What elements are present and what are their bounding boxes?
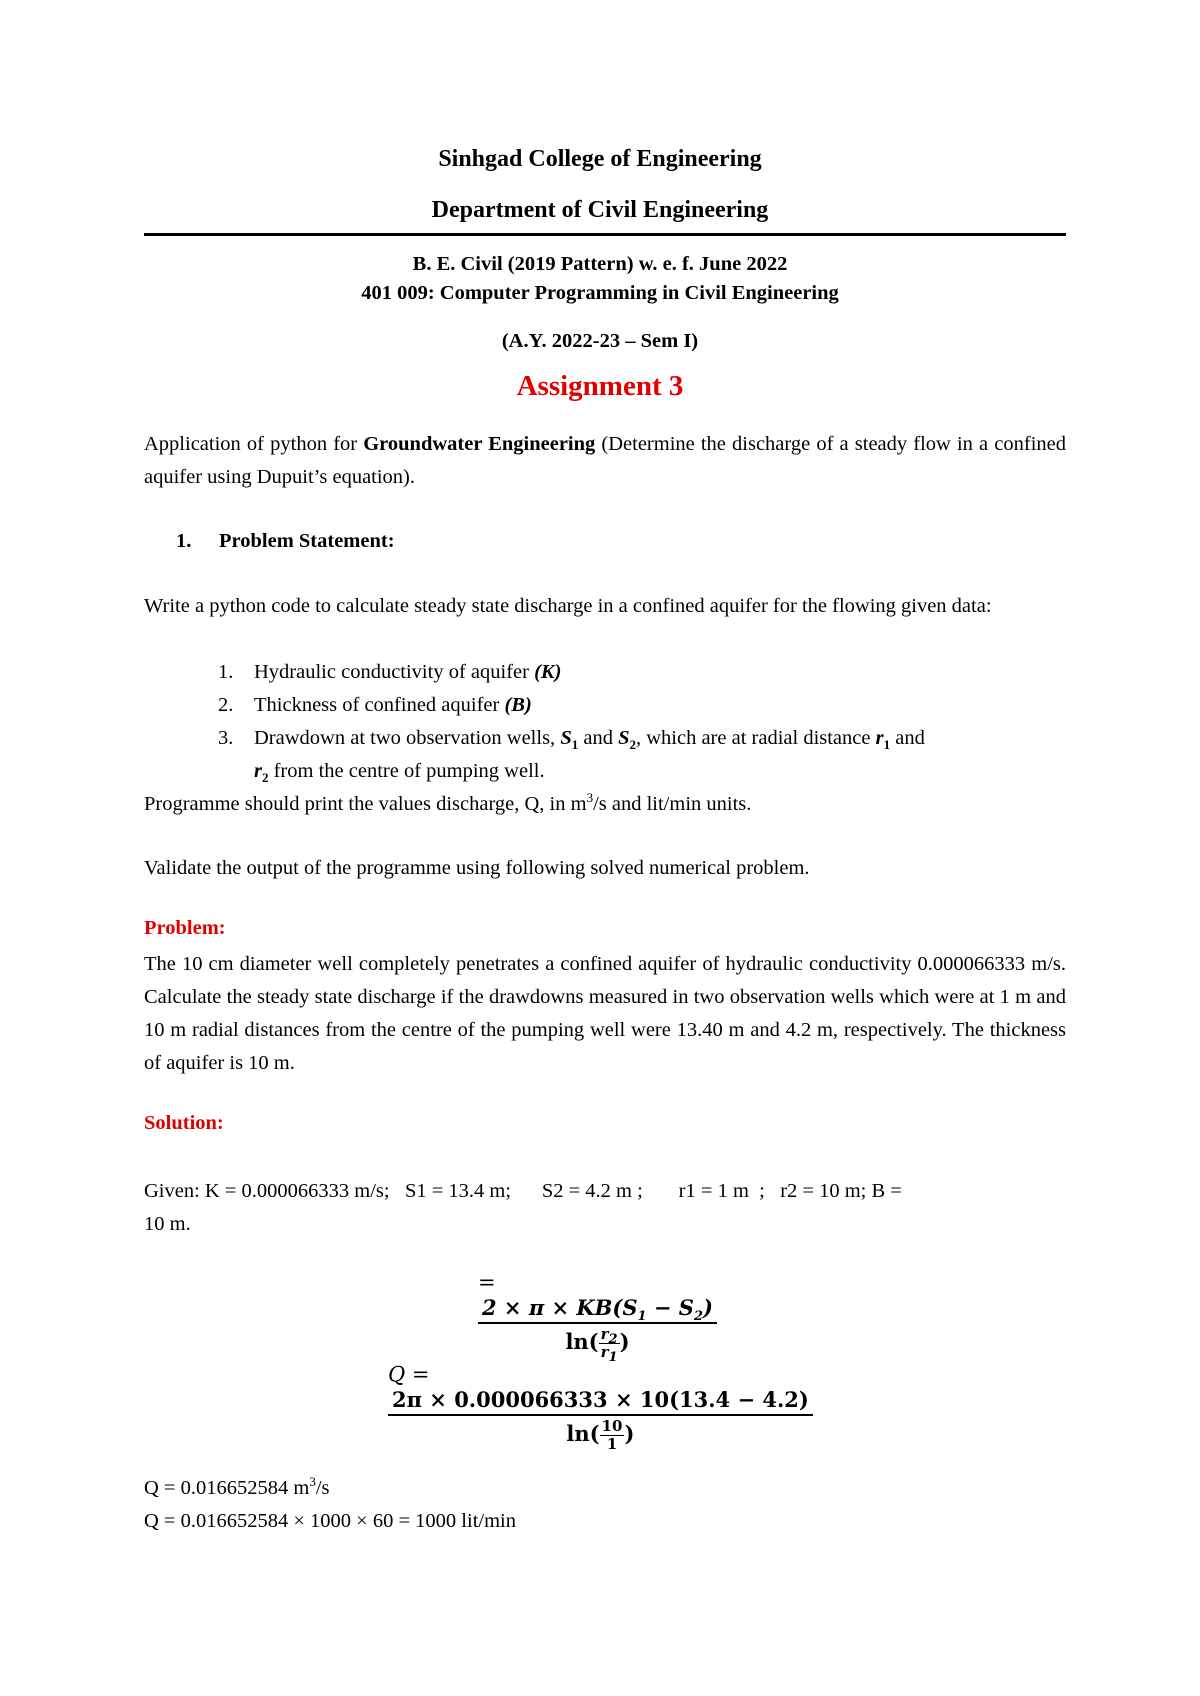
list-item-number: 1. [218, 661, 234, 683]
problem-statement-lead: Write a python code to calculate steady state discharge in a confined aquifer for the flowing given data: [144, 595, 992, 617]
validate-line: Validate the output of the programme using following solved numerical problem. [144, 857, 810, 879]
subject-line: 401 009: Computer Programming in Civil Engineering [361, 282, 839, 304]
print-requirement: Programme should print the values discharge, Q, in $m^3/s$ and lit/min units. [144, 790, 752, 815]
list-item: Thickness of confined aquifer (B) [254, 694, 532, 716]
section-title: Problem Statement: [219, 530, 395, 552]
list-item-number: 3. [218, 727, 234, 749]
equation-general: = $2 \times \pi \times KB(S_1 - S_2)$ ln( $\frac{r_2}{r_1}$ ) [478, 1268, 738, 1361]
department-name: Department of Civil Engineering [431, 197, 769, 223]
intro-bold: Groundwater Engineering [363, 433, 596, 455]
course-line: B. E. Civil (2019 Pattern) w. e. f. June 2022 [412, 253, 788, 275]
solution-heading: Solution: [144, 1112, 224, 1134]
college-name: Sinhgad College of Engineering [438, 146, 762, 172]
result-litres-per-minute: Q = 0.016652584 × 1000 × 60 = 1000 lit/min [144, 1510, 516, 1532]
given-data: Given: K = 0.000066333 m/s; S1 = 13.4 m; S2 = 4.2 m ; r1 = 1 m ; r2 = 10 m; B = [144, 1180, 902, 1202]
result-cubic-metres: Q = 0.016652584 $m^3/s$ [144, 1474, 330, 1499]
list-item-number: 2. [218, 694, 234, 716]
assignment-title: Assignment 3 [516, 370, 684, 402]
academic-year-line: (A.Y. 2022-23 – Sem I) [501, 330, 699, 352]
problem-heading: Problem: [144, 917, 226, 939]
list-item: Hydraulic conductivity of aquifer (K) [254, 661, 562, 683]
header-divider [144, 233, 1066, 236]
problem-text: The 10 cm diameter well completely penetrates a confined aquifer of hydraulic conductivity 0.000066333 m/s. Calculate the steady state discharge if the drawdowns measured in two observation wells which were at 1 m and 10 m radial distances from the centre of the pumping well were 13.40 m and 4.2 m, respectively. The thickness of aquifer is 10 m. [144, 953, 1066, 1074]
intro-paragraph: Application of python for Groundwater Engineering (Determine the discharge of a steady flow in a confined aquifer using Dupuit’s equation). [144, 433, 1066, 488]
given-data-continued: 10 m. [144, 1213, 191, 1235]
equation-substituted: Q = 2π × 0.000066333 × 10(13.4 − 4.2) ln( $\frac{10}{1}$ ) [388, 1360, 838, 1453]
section-number: 1. [176, 530, 192, 552]
list-item: Drawdown at two observation wells, $S_1$ and $S_2$, which are at radial distance $r_1$ and $r_2$ from the centre of pumping well. [254, 727, 925, 786]
